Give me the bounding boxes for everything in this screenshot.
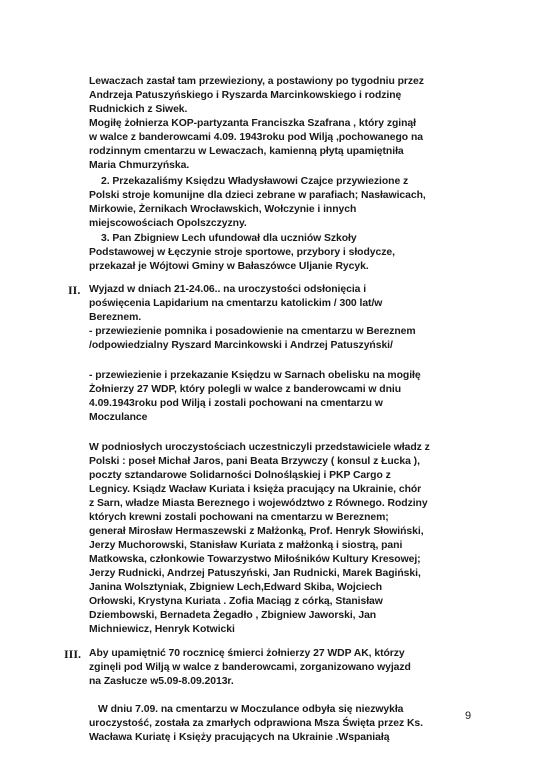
text-line: których krewni zostali pochowani na cmentarzu w Bereznem; xyxy=(89,512,389,523)
text-line: Wacława Kuriatę i Księży pracujących na Ukrainie .Wspaniałą xyxy=(89,732,390,743)
text-line: Moczulance xyxy=(89,412,148,423)
text-line: 3. Pan Zbigniew Lech ufundował dla uczniów Szkoły xyxy=(101,233,357,244)
text-line: Bereznem. xyxy=(89,312,142,323)
text-line: Michniewicz, Henryk Kotwicki xyxy=(89,624,235,635)
text-line: Lewaczach zastał tam przewieziony, a postawiony po tygodniu przez xyxy=(89,76,424,87)
text-line: Żołnierzy 27 WDP, który polegli w walce z banderowcami w dniu xyxy=(89,384,402,395)
section-numeral: III. xyxy=(64,647,82,661)
text-line: Mirkowie, Żernikach Wrocławskich, Wołczynie i innych xyxy=(89,204,357,215)
text-line: w walce z banderowcami 4.09. 1943roku pod Wilją ,pochowanego na xyxy=(89,132,423,143)
text-line: przekazał je Wójtowi Gminy w Bałaszówce Uljanie Rycyk. xyxy=(89,261,369,272)
section-numeral: II. xyxy=(68,283,81,297)
text-line: Jerzy Muchorowski, Stanisław Kuriata z małżonką i siostrą, pani xyxy=(89,540,403,551)
text-line: 2. Przekazaliśmy Księdzu Władysławowi Czajce przywiezione z xyxy=(101,176,409,187)
text-line: Janina Wolsztyniak, Zbigniew Lech,Edward Skiba, Wojciech xyxy=(89,582,383,593)
text-line: z Sarn, władze Miasta Bereznego i województwo z Równego. Rodziny xyxy=(89,498,428,509)
text-line: W podniosłych uroczystościach uczestniczyli przedstawiciele władz z xyxy=(89,442,430,453)
text-line: Andrzeja Patuszyńskiego i Ryszarda Marcinkowskiego i rodzinę xyxy=(89,90,402,101)
text-line: 4.09.1943roku pod Wilją i zostali pochowani na cmentarzu w xyxy=(89,398,383,409)
text-line: rodzinnym cmentarzu w Lewaczach, kamienną płytą upamiętniła xyxy=(89,146,404,157)
text-line: Maria Chmurzyńska. xyxy=(89,160,190,171)
text-line: zginęli pod Wilją w walce z banderowcami, zorganizowano wyjazd xyxy=(89,662,411,673)
text-line: Podstawowej w Łęczynie stroje sportowe, przybory i słodycze, xyxy=(89,247,395,258)
text-line: Dziembowski, Bernadeta Żegadło , Zbigniew Jaworski, Jan xyxy=(89,610,377,621)
text-line: poświęcenia Lapidarium na cmentarzu katolickim / 300 lat/w xyxy=(89,298,383,309)
text-line: na Zasłucze w5.09-8.09.2013r. xyxy=(89,676,234,687)
text-line: generał Mirosław Hermaszewski z Małżonką, Prof. Henryk Słowiński, xyxy=(89,526,424,537)
text-line: miejscowościach Opolszczyzny. xyxy=(89,218,247,229)
text-line: /odpowiedzialny Ryszard Marcinkowski i Andrzej Patuszyński/ xyxy=(89,340,393,351)
section-heading: Aby upamiętnić 70 rocznicę śmierci żołnierzy 27 WDP AK, którzy xyxy=(89,648,405,659)
section-heading: Wyjazd w dniach 21-24.06.. na uroczystości odsłonięcia i xyxy=(89,284,367,295)
text-line: - przewiezienie i przekazanie Księdzu w Sarnach obelisku na mogiłę xyxy=(89,370,421,381)
text-line: Orłowski, Krystyna Kuriata . Zofia Maciąg z córką, Stanisław xyxy=(89,596,383,607)
text-line: poczty sztandarowe Solidarności Dolnośląskiej i PKP Cargo z xyxy=(89,470,391,481)
text-line: Matkowska, członkowie Towarzystwo Miłośników Kultury Kresowej; xyxy=(89,554,421,565)
text-line: uroczystość, została za zmarłych odprawiona Msza Święta przez Ks. xyxy=(89,718,423,729)
text-line: Polski stroje komunijne dla dzieci zebrane w parafiach; Nasławicach, xyxy=(89,190,426,201)
text-line: Legnicy. Ksiądz Wacław Kuriata i księża pracujący na Ukrainie, chór xyxy=(89,484,422,495)
text-line: Mogiłę żołnierza KOP-partyzanta Franciszka Szafrana , który zginął xyxy=(89,118,416,129)
text-line: Polski : poseł Michał Jaros, pani Beata Brzywczy ( konsul z Łucka ), xyxy=(89,456,420,467)
text-line: W dniu 7.09. na cmentarzu w Moczulance odbyła się niezwykła xyxy=(98,704,404,715)
page-number: 9 xyxy=(465,710,472,722)
text-line: Jerzy Rudnicki, Andrzej Patuszyński, Jan Rudnicki, Marek Bagiński, xyxy=(89,568,421,579)
text-line: - przewiezienie pomnika i posadowienie na cmentarzu w Bereznem xyxy=(89,326,416,337)
text-line: Rudnickich z Siwek. xyxy=(89,104,188,115)
